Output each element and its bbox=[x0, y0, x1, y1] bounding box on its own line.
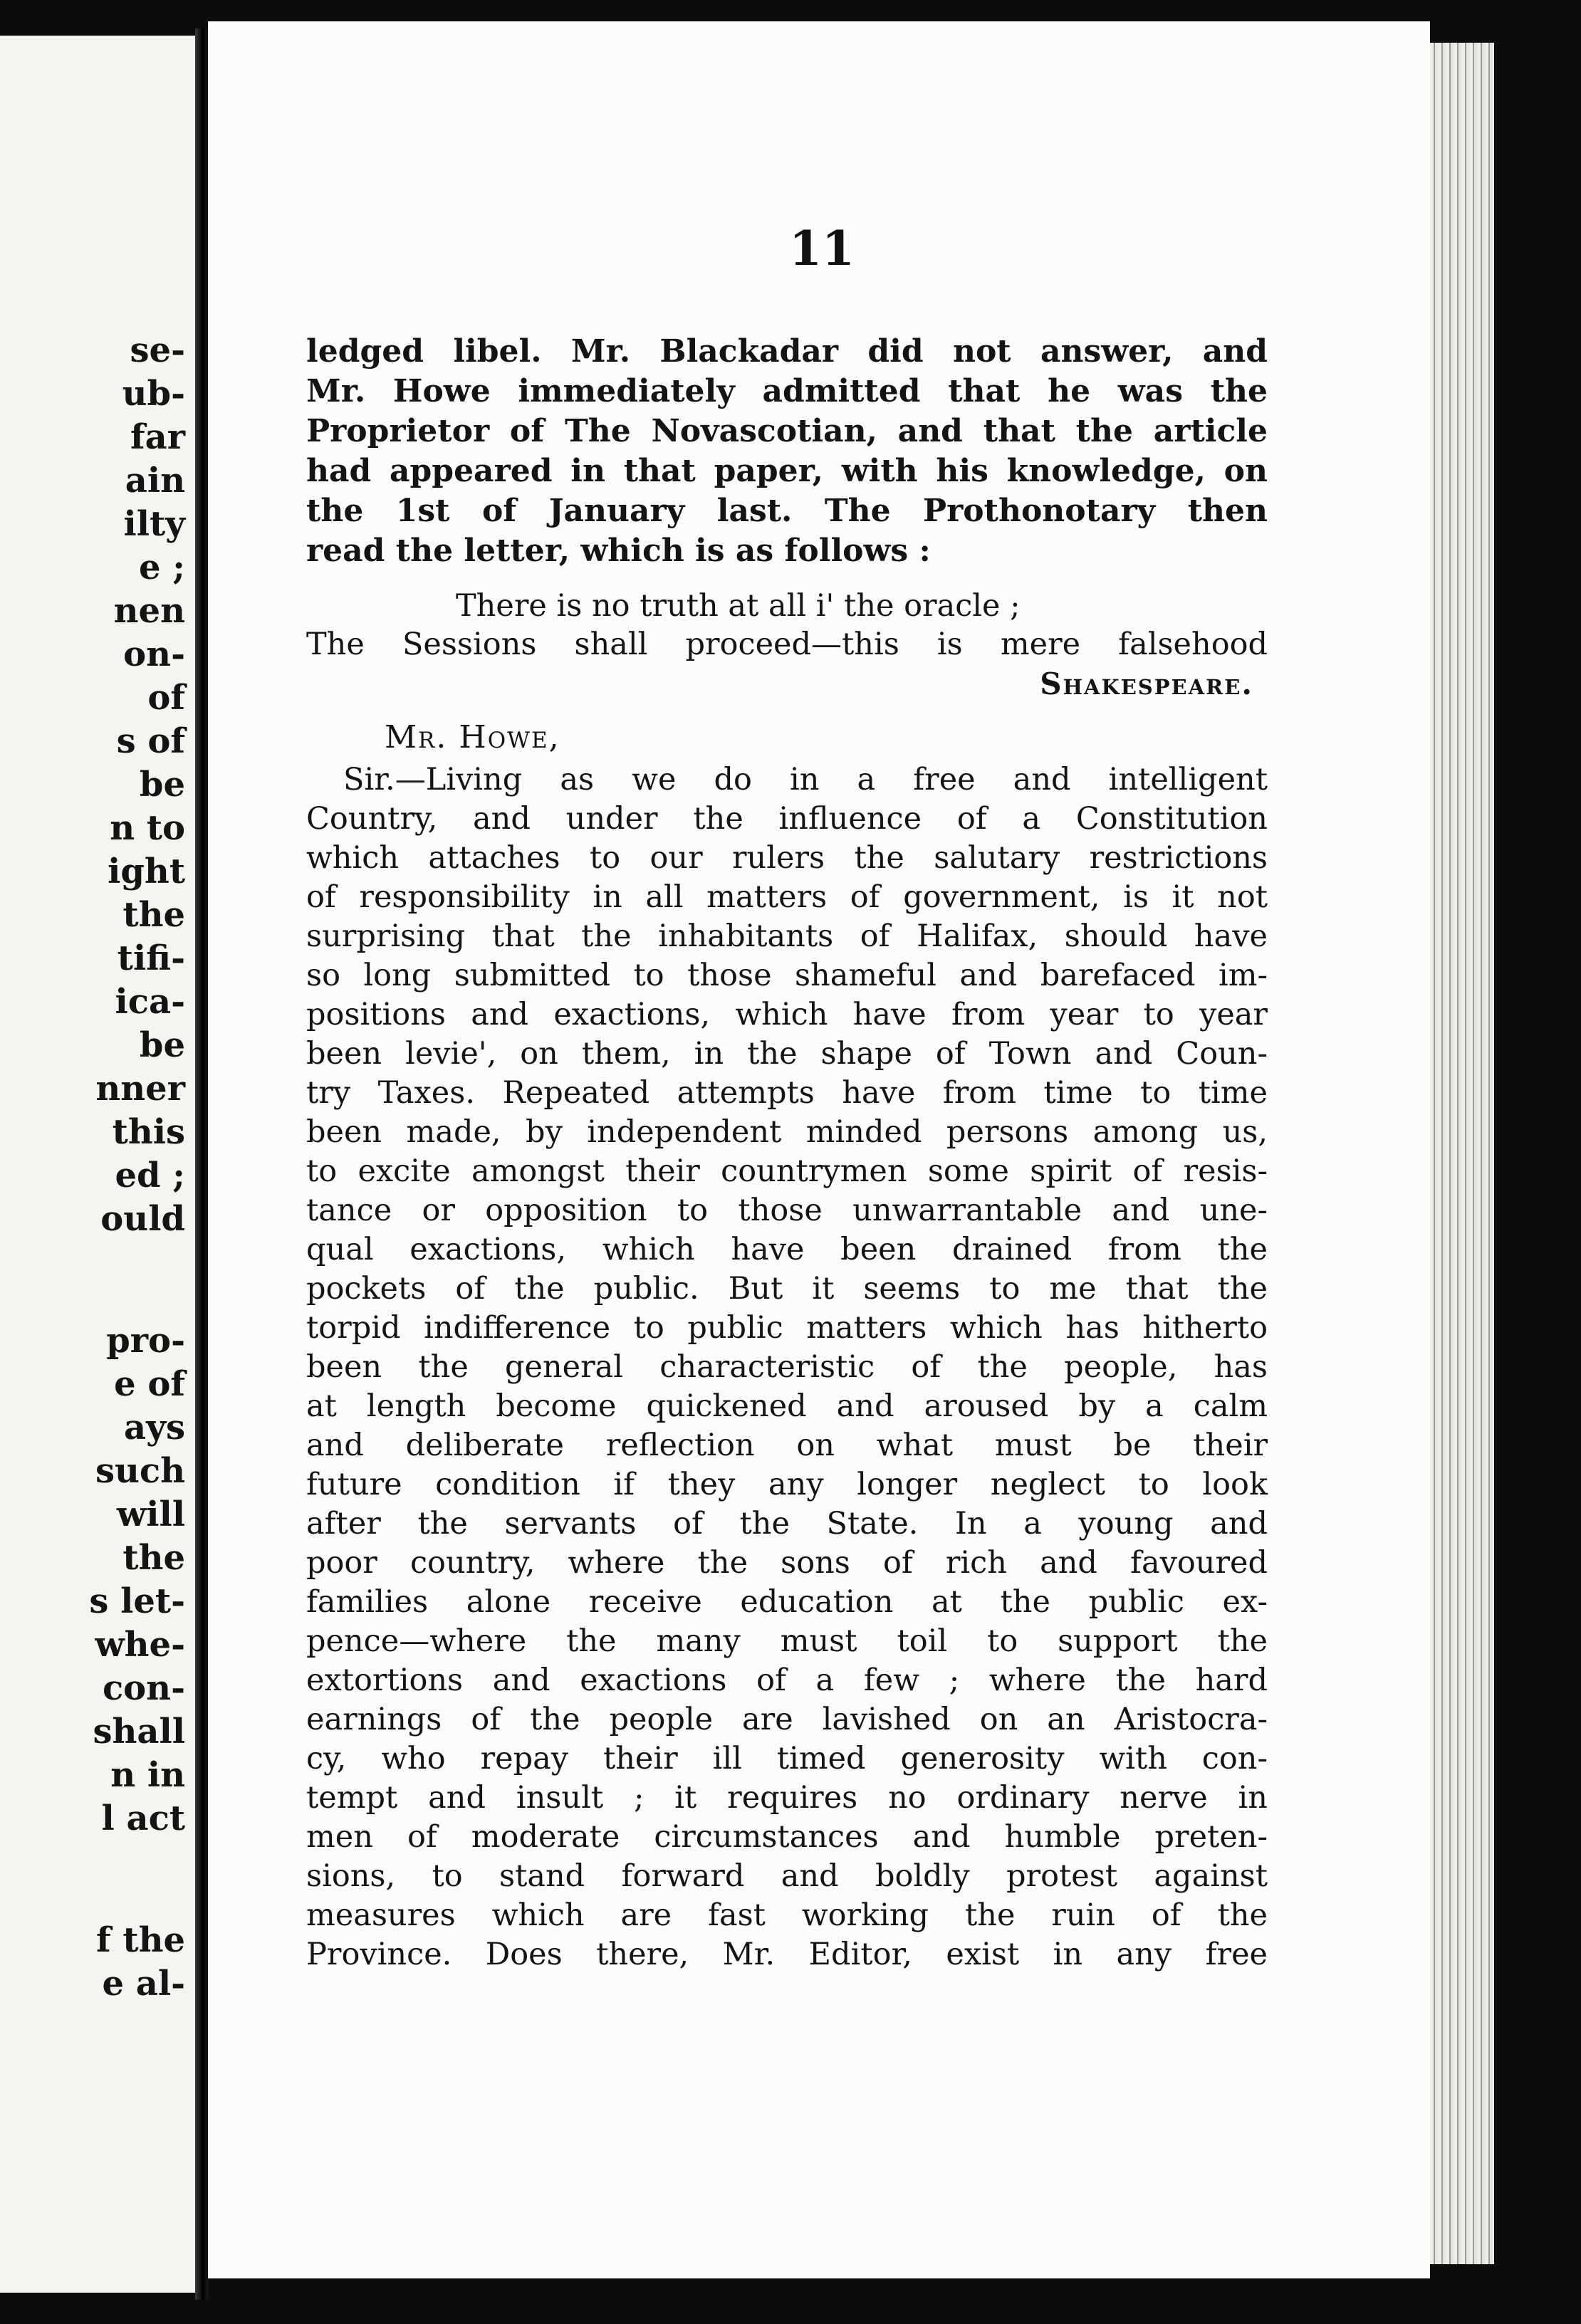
left-fragment-gap bbox=[0, 1241, 185, 1319]
intro-line: read the letter, which is as follows : bbox=[306, 533, 931, 569]
left-fragment: n in bbox=[110, 1755, 185, 1795]
left-fragment: shall bbox=[93, 1712, 185, 1752]
intro-line: Proprietor of The Novascotian, and that the article bbox=[306, 413, 1268, 449]
page-number: 11 bbox=[789, 221, 855, 276]
left-fragment: this bbox=[112, 1112, 185, 1152]
motto-line: The Sessions shall proceed—this is mere falsehood bbox=[306, 627, 1268, 662]
left-fragment: nner bbox=[95, 1069, 185, 1109]
letter-line: extortions and exactions of a few ; where the hard bbox=[306, 1663, 1268, 1698]
left-fragment: such bbox=[95, 1451, 185, 1491]
left-page-text-fragments bbox=[0, 329, 185, 2006]
letter-line: Province. Does there, Mr. Editor, exist in any free bbox=[306, 1937, 1268, 1972]
left-fragment: ed ; bbox=[115, 1156, 185, 1195]
left-fragment: n to bbox=[110, 808, 185, 848]
letter-line: tance or opposition to those unwarrantable and une- bbox=[306, 1193, 1268, 1228]
left-fragment: ays bbox=[123, 1408, 185, 1448]
letter-line: cy, who repay their ill timed generosity with con- bbox=[306, 1741, 1268, 1776]
left-fragment: ica- bbox=[115, 982, 185, 1022]
letter-line: tempt and insult ; it requires no ordinary nerve in bbox=[306, 1780, 1268, 1816]
left-fragment: be bbox=[139, 765, 185, 805]
intro-line: the 1st of January last. The Prothonotary then bbox=[306, 493, 1268, 529]
letter-line: been made, by independent minded persons among us, bbox=[306, 1114, 1268, 1150]
letter-line: been the general characteristic of the people, has bbox=[306, 1349, 1268, 1385]
left-fragment: ight bbox=[108, 852, 185, 891]
letter-line: so long submitted to those shameful and barefaced im- bbox=[306, 958, 1268, 993]
letter-line: sions, to stand forward and boldly protest against bbox=[306, 1858, 1268, 1894]
left-fragment: whe- bbox=[95, 1625, 185, 1665]
left-fragment: of bbox=[147, 678, 185, 718]
letter-line: poor country, where the sons of rich and favoured bbox=[306, 1545, 1268, 1581]
right-page bbox=[208, 21, 1430, 2278]
letter-line: Country, and under the influence of a Constitution bbox=[306, 801, 1268, 837]
letter-line: of responsibility in all matters of government, is it not bbox=[306, 879, 1268, 915]
letter-line: and deliberate reflection on what must be their bbox=[306, 1428, 1268, 1463]
letter-line: pockets of the public. But it seems to me that the bbox=[306, 1271, 1268, 1307]
left-fragment: the bbox=[122, 1538, 185, 1578]
left-fragment: f the bbox=[96, 1920, 185, 1960]
letter-line: measures which are fast working the ruin of the bbox=[306, 1898, 1268, 1933]
page-body bbox=[306, 332, 1268, 1974]
letter-line: families alone receive education at the public ex- bbox=[306, 1584, 1268, 1620]
left-fragment: e al- bbox=[102, 1964, 185, 2004]
letter-line: men of moderate circumstances and humble preten- bbox=[306, 1819, 1268, 1855]
letter-line: after the servants of the State. In a young and bbox=[306, 1506, 1268, 1542]
motto-attribution: Shakespeare. bbox=[1040, 666, 1253, 701]
motto-line: There is no truth at all i' the oracle ; bbox=[456, 588, 1021, 624]
background-edge bbox=[1494, 0, 1581, 2324]
left-fragment-gap bbox=[0, 1841, 185, 1919]
left-fragment: l act bbox=[101, 1799, 185, 1838]
letter-line: qual exactions, which have been drained from the bbox=[306, 1232, 1268, 1267]
left-fragment: se- bbox=[130, 330, 185, 370]
letter-line: try Taxes. Repeated attempts have from time to time bbox=[306, 1075, 1268, 1111]
intro-line: ledged libel. Mr. Blackadar did not answer, and bbox=[306, 333, 1268, 370]
left-fragment: be bbox=[139, 1025, 185, 1065]
left-fragment: ould bbox=[100, 1199, 185, 1239]
left-fragment: on- bbox=[123, 634, 185, 674]
intro-line: Mr. Howe immediately admitted that he was the bbox=[306, 373, 1268, 409]
page-stack-edge bbox=[1430, 43, 1494, 2264]
left-fragment: nen bbox=[113, 591, 185, 631]
letter-line: to excite amongst their countrymen some spirit of resis- bbox=[306, 1153, 1268, 1189]
left-fragment: e ; bbox=[139, 548, 185, 587]
left-fragment: far bbox=[130, 417, 185, 457]
letter-salutation: Mr. Howe, bbox=[385, 719, 560, 755]
left-fragment: pro- bbox=[106, 1321, 185, 1361]
letter-line: surprising that the inhabitants of Halifax, should have bbox=[306, 918, 1268, 954]
book-gutter bbox=[195, 28, 208, 2300]
left-fragment: ain bbox=[125, 461, 185, 501]
letter-line: Sir.—Living as we do in a free and intelligent bbox=[343, 762, 1268, 797]
left-fragment: s let- bbox=[89, 1581, 185, 1621]
letter-line: torpid indifference to public matters which has hitherto bbox=[306, 1310, 1268, 1346]
letter-line: positions and exactions, which have from year to year bbox=[306, 997, 1268, 1032]
left-fragment: ilty bbox=[123, 504, 185, 544]
letter-line: at length become quickened and aroused by a calm bbox=[306, 1388, 1268, 1424]
left-fragment: will bbox=[116, 1495, 185, 1534]
left-fragment: ub- bbox=[122, 374, 185, 414]
letter-line: future condition if they any longer neglect to look bbox=[306, 1467, 1268, 1502]
letter-line: which attaches to our rulers the salutary restrictions bbox=[306, 840, 1268, 876]
left-fragment: s of bbox=[116, 721, 185, 761]
left-page bbox=[0, 36, 195, 2293]
left-fragment: con- bbox=[102, 1668, 185, 1708]
letter-line: earnings of the people are lavished on an Aristocra- bbox=[306, 1702, 1268, 1737]
left-fragment: e of bbox=[114, 1364, 185, 1404]
left-fragment: the bbox=[122, 895, 185, 935]
left-fragment: tifi- bbox=[117, 938, 185, 978]
letter-line: pence—where the many must toil to support the bbox=[306, 1623, 1268, 1659]
letter-line: been levie', on them, in the shape of Town and Coun- bbox=[306, 1036, 1268, 1072]
intro-line: had appeared in that paper, with his knowledge, on bbox=[306, 453, 1268, 489]
